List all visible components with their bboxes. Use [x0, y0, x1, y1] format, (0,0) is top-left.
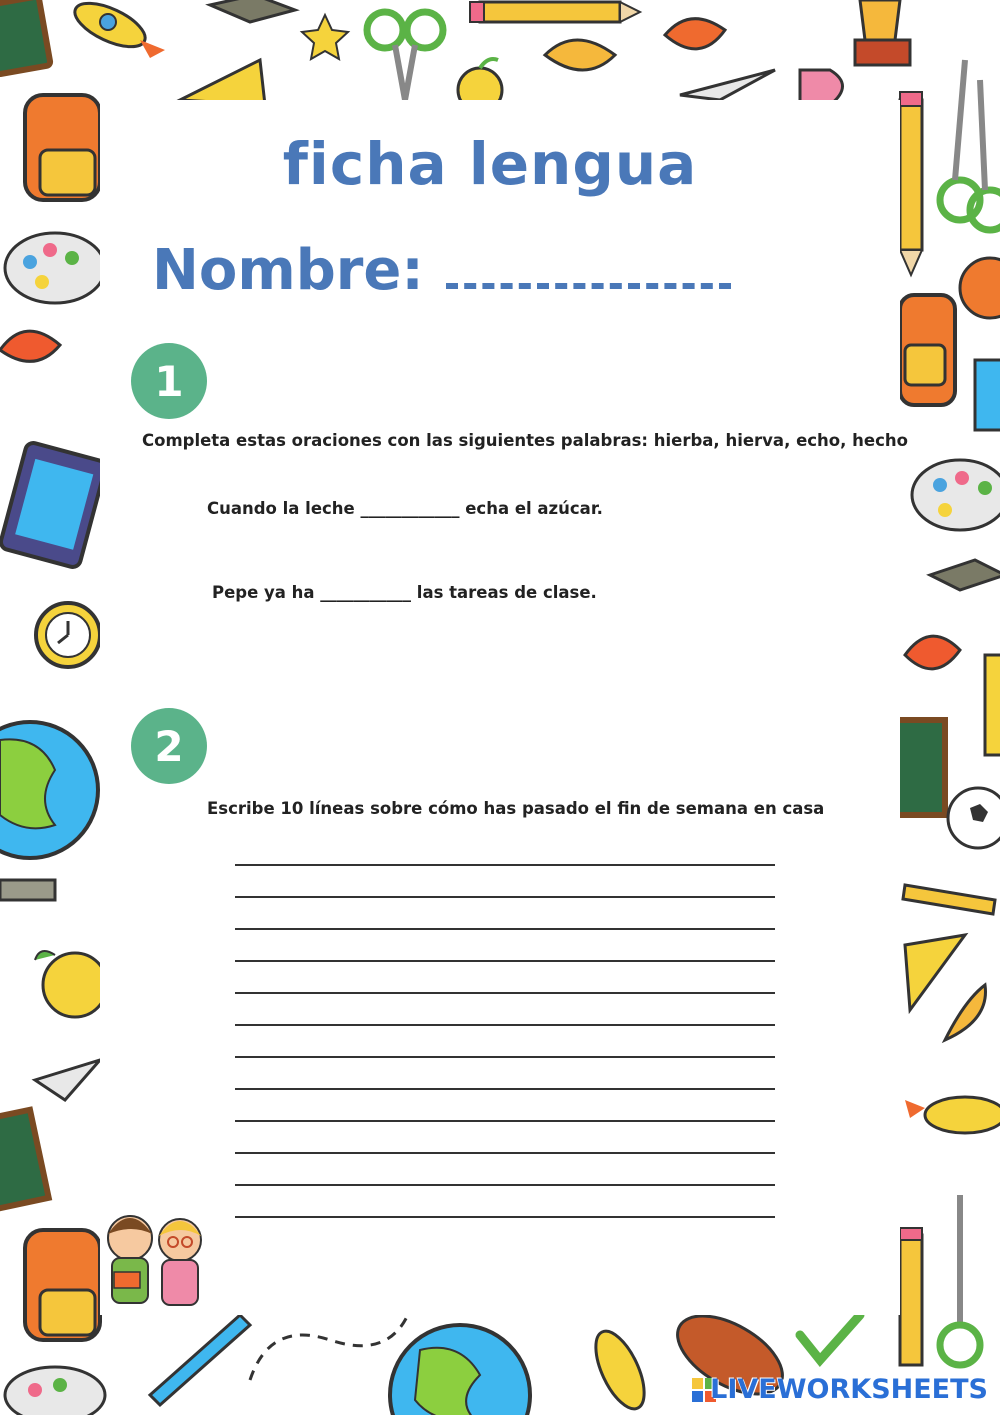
graduation-cap-icon: [930, 560, 1000, 590]
exercise-1-sentence-2: [212, 583, 597, 602]
writing-line[interactable]: [235, 1056, 775, 1058]
paint-palette-icon: [5, 233, 105, 303]
pencil-icon: [903, 885, 995, 914]
alarm-clock-icon: [36, 603, 100, 667]
chalkboard-icon: [0, 0, 51, 75]
writing-line[interactable]: [235, 928, 775, 930]
exercise-1-number-badge: 1: [131, 343, 207, 419]
pencil-icon: [900, 1228, 922, 1365]
sentence-2-start: Pepe ya ha: [212, 583, 315, 602]
star-icon: [302, 15, 348, 59]
sentence-1-blank[interactable]: ____________: [360, 499, 460, 518]
backpack-icon: [25, 95, 100, 200]
writing-line[interactable]: [235, 1088, 775, 1090]
rocket-icon: [586, 1324, 654, 1415]
globe-icon: [0, 722, 98, 900]
basketball-icon: [960, 258, 1000, 318]
leaf-icon: [545, 19, 725, 70]
dashed-path-decoration: [250, 1310, 410, 1380]
pencil-icon: [900, 92, 922, 275]
ruler-triangle-icon: [180, 60, 265, 105]
sentence-2-end: las tareas de clase.: [416, 583, 597, 602]
worksheet-sheet: [100, 100, 908, 1315]
liveworksheets-watermark: LIVEWORKSHEETS: [710, 1374, 988, 1405]
leaf-icon: [905, 636, 960, 669]
worksheet-title: ficha lengua: [282, 130, 698, 198]
rocket-icon: [69, 0, 165, 58]
children-icon: [100, 1200, 212, 1315]
name-label: Nombre:: [152, 238, 424, 303]
exercise-1-instruction: Completa estas oraciones con las siguientes palabras: hierba, hierva, echo, hecho: [142, 431, 908, 450]
writing-line[interactable]: [235, 1120, 775, 1122]
chalkboard-icon: [895, 720, 945, 815]
paintbrush-icon: [150, 1315, 250, 1405]
scissors-icon: [367, 12, 443, 100]
writing-line[interactable]: [235, 1216, 775, 1218]
paint-palette-icon: [5, 1367, 105, 1415]
globe-icon: [390, 1325, 530, 1415]
ruler-triangle-icon: [985, 655, 1000, 755]
writing-line[interactable]: [235, 896, 775, 898]
paper-plane-icon: [680, 70, 775, 100]
leaf-icon: [945, 985, 986, 1040]
exercise-1-sentence-1: [207, 499, 603, 518]
tablet-icon: [0, 441, 107, 568]
scissors-icon: [940, 1195, 980, 1365]
sentence-1-end: echa el azúcar.: [465, 499, 603, 518]
name-input-blank[interactable]: [446, 243, 731, 289]
letter-e-icon: [975, 360, 1000, 430]
rocket-icon: [905, 1097, 1000, 1133]
exercise-2-number-badge: 2: [131, 708, 207, 784]
soccer-ball-icon: [948, 788, 1000, 848]
pencil-icon: [470, 2, 640, 22]
writing-line[interactable]: [235, 864, 775, 866]
scissors-icon: [940, 60, 1000, 230]
paper-plane-icon: [35, 1060, 100, 1100]
leaf-icon: [0, 331, 60, 361]
writing-line[interactable]: [235, 1184, 775, 1186]
writing-line[interactable]: [235, 992, 775, 994]
sentence-1-start: Cuando la leche: [207, 499, 355, 518]
backpack-icon: [25, 1230, 100, 1340]
chalkboard-icon: [0, 1110, 49, 1211]
writing-line[interactable]: [235, 1024, 775, 1026]
name-row: [152, 238, 731, 303]
writing-line[interactable]: [235, 1152, 775, 1154]
sentence-2-blank[interactable]: ___________: [320, 583, 412, 602]
trophy-icon: [855, 0, 910, 65]
writing-line[interactable]: [235, 960, 775, 962]
apple-icon: [35, 951, 107, 1017]
paint-palette-icon: [912, 460, 1000, 530]
backpack-icon: [900, 295, 955, 405]
exercise-2-instruction: Escribe 10 líneas sobre cómo has pasado el fin de semana en casa: [207, 799, 825, 818]
ruler-triangle-icon: [905, 935, 965, 1010]
checkmark-icon: [800, 1315, 860, 1360]
graduation-cap-icon: [210, 0, 295, 22]
